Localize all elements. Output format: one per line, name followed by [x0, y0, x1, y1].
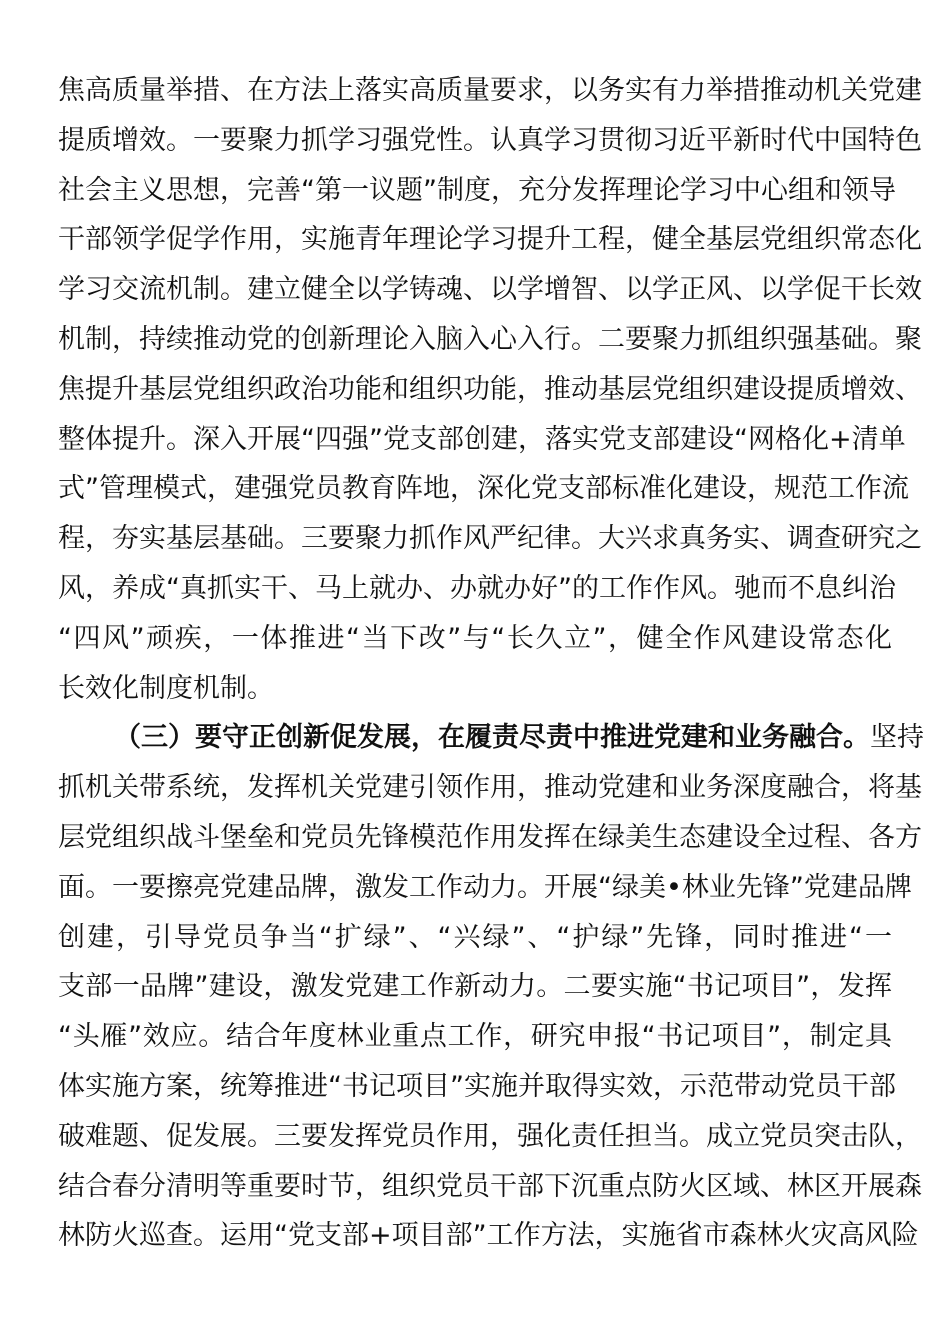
- text-line: 长效化制度机制。: [58, 672, 274, 704]
- text-line: 结合春分清明等重要时节，组织党员干部下沉重点防火区域、林区开展森: [58, 1170, 922, 1202]
- paragraph-first-line: [58, 713, 924, 763]
- text-line: 层党组织战斗堡垒和党员先锋模范作用发挥在绿美生态建设全过程、各方: [58, 821, 922, 853]
- text-line: 干部领学促学作用，实施青年理论学习提升工程，健全基层党组织常态化: [58, 224, 922, 256]
- text-line: 社会主义思想，完善“第一议题”制度，充分发挥理论学习中心组和领导: [58, 174, 896, 206]
- document-page: [58, 66, 924, 1261]
- text-line: “头雁”效应。结合年度林业重点工作，研究申报“书记项目”，制定具: [58, 1021, 892, 1053]
- text-line: 体实施方案，统筹推进“书记项目”实施并取得实效，示范带动党员干部: [58, 1070, 896, 1102]
- text-line: 面。一要擦亮党建品牌，激发工作动力。开展“绿美•林业先锋”党建品牌: [58, 871, 912, 903]
- text-line: 焦高质量举措、在方法上落实高质量要求，以务实有力举措推动机关党建: [58, 75, 922, 106]
- text-line: 风，养成“真抓实干、马上就办、办就办好”的工作作风。驰而不息纠治: [58, 572, 896, 604]
- text-line: 整体提升。深入开展“四强”党支部创建，落实党支部建设“网格化+清单: [58, 423, 906, 455]
- text-line: 式”管理模式，建强党员教育阵地，深化党支部标准化建设，规范工作流: [58, 473, 909, 505]
- text-line: 程，夯实基层基础。三要聚力抓作风严纪律。大兴求真务实、调查研究之: [58, 523, 922, 555]
- text-line: 机制，持续推动党的创新理论入脑入心入行。二要聚力抓组织强基础。聚: [58, 323, 922, 355]
- paragraph-innovation-development: [58, 713, 924, 1261]
- text-line: 提质增效。一要聚力抓学习强党性。认真学习贯彻习近平新时代中国特色: [58, 124, 922, 156]
- text-line: 破难题、促发展。三要发挥党员作用，强化责任担当。成立党员突击队，: [58, 1120, 922, 1152]
- section-heading: （三）要守正创新促发展，在履责尽责中推进党建和业务融合。: [114, 722, 870, 754]
- text-line: 创建，引导党员争当“扩绿”、“兴绿”、“护绿”先锋，同时推进“一: [58, 921, 892, 953]
- paragraph-party-building-quality: [58, 66, 922, 713]
- text-line: 支部一品牌”建设，激发党建工作新动力。二要实施“书记项目”，发挥: [58, 971, 892, 1003]
- text-line: “四风”顽疾，一体推进“当下改”与“长久立”，健全作风建设常态化: [58, 622, 892, 654]
- heading-trailing-text: 坚持: [870, 722, 924, 754]
- text-line: 学习交流机制。建立健全以学铸魂、以学增智、以学正风、以学促干长效: [58, 274, 922, 306]
- text-line: 林防火巡查。运用“党支部+项目部”工作方法，实施省市森林火灾高风险: [58, 1220, 919, 1252]
- text-line: 焦提升基层党组织政治功能和组织功能，推动基层党组织建设提质增效、: [58, 373, 922, 405]
- text-line: 抓机关带系统，发挥机关党建引领作用，推动党建和业务深度融合，将基: [58, 772, 922, 804]
